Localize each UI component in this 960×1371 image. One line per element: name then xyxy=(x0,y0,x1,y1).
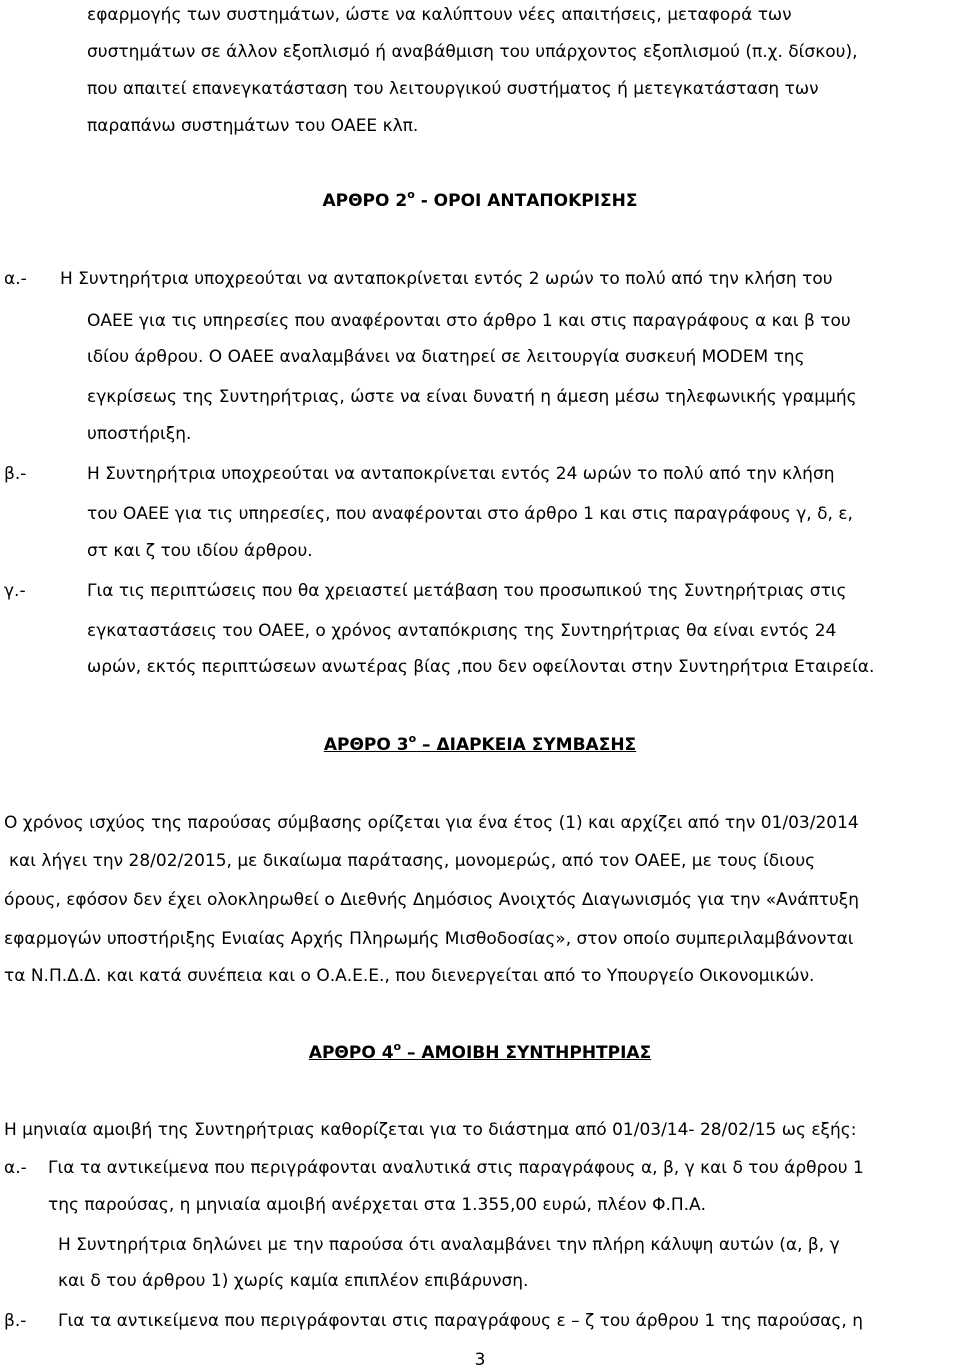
intro-line-1: εφαρμογής των συστημάτων, ώστε να καλύπτουν νέες απαιτήσεις, μεταφορά των xyxy=(87,5,792,25)
intro-line-2: συστημάτων σε άλλον εξοπλισμό ή αναβάθμιση του υπάρχοντος εξοπλισμού (π.χ. δίσκου), xyxy=(87,42,858,62)
article-4-heading-text: ΑΡΘΡΟ 4 xyxy=(308,1043,394,1063)
article-2-item-c-label: γ.- xyxy=(4,581,26,601)
article-3-line-2: και λήγει την 28/02/2015, με δικαίωμα παράτασης, μονομερώς, από τον ΟΑΕΕ, με τους ίδιους xyxy=(9,851,816,871)
article-2-heading xyxy=(0,190,960,212)
intro-line-4: παραπάνω συστημάτων του ΟΑΕΕ κλπ. xyxy=(87,116,419,136)
article-2-item-b-line-3: στ και ζ του ιδίου άρθρου. xyxy=(87,541,313,561)
article-2-item-b-line-2: του ΟΑΕΕ για τις υπηρεσίες, που αναφέρονται στο άρθρο 1 και στις παραγράφους γ, δ, ε, xyxy=(87,504,853,524)
article-2-item-a-line-3: ιδίου άρθρου. Ο ΟΑΕΕ αναλαμβάνει να διατηρεί σε λειτουργία συσκευή MODEM της xyxy=(87,347,805,367)
article-4-item-b-label: β.- xyxy=(4,1311,27,1331)
article-3-heading xyxy=(0,734,960,756)
page-number: 3 xyxy=(474,1350,486,1370)
article-3-heading-text: ΑΡΘΡΟ 3 xyxy=(323,735,409,755)
article-4-item-b-line-1: Για τα αντικείμενα που περιγράφονται στις παραγράφους ε – ζ του άρθρου 1 της παρούσας, η xyxy=(58,1311,863,1331)
article-2-item-a-line-4: εγκρίσεως της Συντηρήτριας, ώστε να είναι δυνατή η άμεση μέσω τηλεφωνικής γραμμής xyxy=(87,387,857,407)
article-3-line-3: όρους, εφόσον δεν έχει ολοκληρωθεί ο Διεθνής Δημόσιος Ανοιχτός Διαγωνισμός για την «Ανάπτυξη xyxy=(4,890,860,910)
article-4-heading-title: – ΑΜΟΙΒΗ ΣΥΝΤΗΡΗΤΡΙΑΣ xyxy=(401,1043,652,1063)
article-2-item-a-line-2: ΟΑΕΕ για τις υπηρεσίες που αναφέρονται στο άρθρο 1 και στις παραγράφους α και β του xyxy=(87,311,851,331)
article-2-item-c-line-1: Για τις περιπτώσεις που θα χρειαστεί μετάβαση του προσωπικού της Συντηρήτριας στις xyxy=(87,581,847,601)
article-3-heading-sup: ο xyxy=(408,732,417,745)
article-3-heading-title: – ΔΙΑΡΚΕΙΑ ΣΥΜΒΑΣΗΣ xyxy=(416,735,637,755)
article-2-item-b-label: β.- xyxy=(4,464,27,484)
article-2-heading-title: - ΟΡΟΙ ΑΝΤΑΠΟΚΡΙΣΗΣ xyxy=(414,191,638,211)
article-4-item-a-label: α.- xyxy=(4,1158,27,1178)
article-2-item-c-line-2: εγκαταστάσεις του ΟΑΕΕ, ο χρόνος ανταπόκρισης της Συντηρήτριας θα είναι εντός 24 xyxy=(87,621,837,641)
intro-line-3: που απαιτεί επανεγκατάσταση του λειτουργικού συστήματος ή μετεγκατάσταση των xyxy=(87,79,819,99)
article-4-heading-sup: ο xyxy=(393,1040,402,1053)
article-2-heading-text: ΑΡΘΡΟ 2 xyxy=(322,191,408,211)
article-2-item-a-line-1: Η Συντηρήτρια υποχρεούται να ανταποκρίνεται εντός 2 ωρών το πολύ από την κλήση του xyxy=(60,269,833,289)
article-4-heading xyxy=(0,1042,960,1064)
article-4-item-a-line-2: της παρούσας, η μηνιαία αμοιβή ανέρχεται στα 1.355,00 ευρώ, πλέον Φ.Π.Α. xyxy=(48,1195,707,1215)
article-4-item-a-line-3: Η Συντηρήτρια δηλώνει με την παρούσα ότι αναλαμβάνει την πλήρη κάλυψη αυτών (α, β, γ xyxy=(58,1235,840,1255)
article-2-item-c-line-3: ωρών, εκτός περιπτώσεων ανωτέρας βίας ,που δεν οφείλονται στην Συντηρήτρια Εταιρεία. xyxy=(87,657,875,677)
article-4-item-a-line-1: Για τα αντικείμενα που περιγράφονται αναλυτικά στις παραγράφους α, β, γ και δ του άρθρου 1 xyxy=(48,1158,864,1178)
article-4-intro: Η μηνιαία αμοιβή της Συντηρήτριας καθορίζεται για το διάστημα από 01/03/14- 28/02/15 ως εξής: xyxy=(4,1120,857,1140)
article-3-line-5: τα Ν.Π.Δ.Δ. και κατά συνέπεια και ο Ο.Α.Ε.Ε., που διενεργείται από το Υπουργείο Οικονομικών. xyxy=(4,966,815,986)
article-3-line-1: Ο χρόνος ισχύος της παρούσας σύμβασης ορίζεται για ένα έτος (1) και αρχίζει από την 01/03/2014 xyxy=(4,813,859,833)
article-2-item-b-line-1: Η Συντηρήτρια υποχρεούται να ανταποκρίνεται εντός 24 ωρών το πολύ από την κλήση xyxy=(87,464,835,484)
article-2-item-a-label: α.- xyxy=(4,269,27,289)
article-3-line-4: εφαρμογών υποστήριξης Ενιαίας Αρχής Πληρωμής Μισθοδοσίας», στον οποίο συμπεριλαμβάνονται xyxy=(4,929,854,949)
article-4-item-a-line-4: και δ του άρθρου 1) χωρίς καμία επιπλέον επιβάρυνση. xyxy=(58,1271,529,1291)
article-2-heading-sup: ο xyxy=(407,188,415,201)
article-2-item-a-line-5: υποστήριξη. xyxy=(87,424,192,444)
